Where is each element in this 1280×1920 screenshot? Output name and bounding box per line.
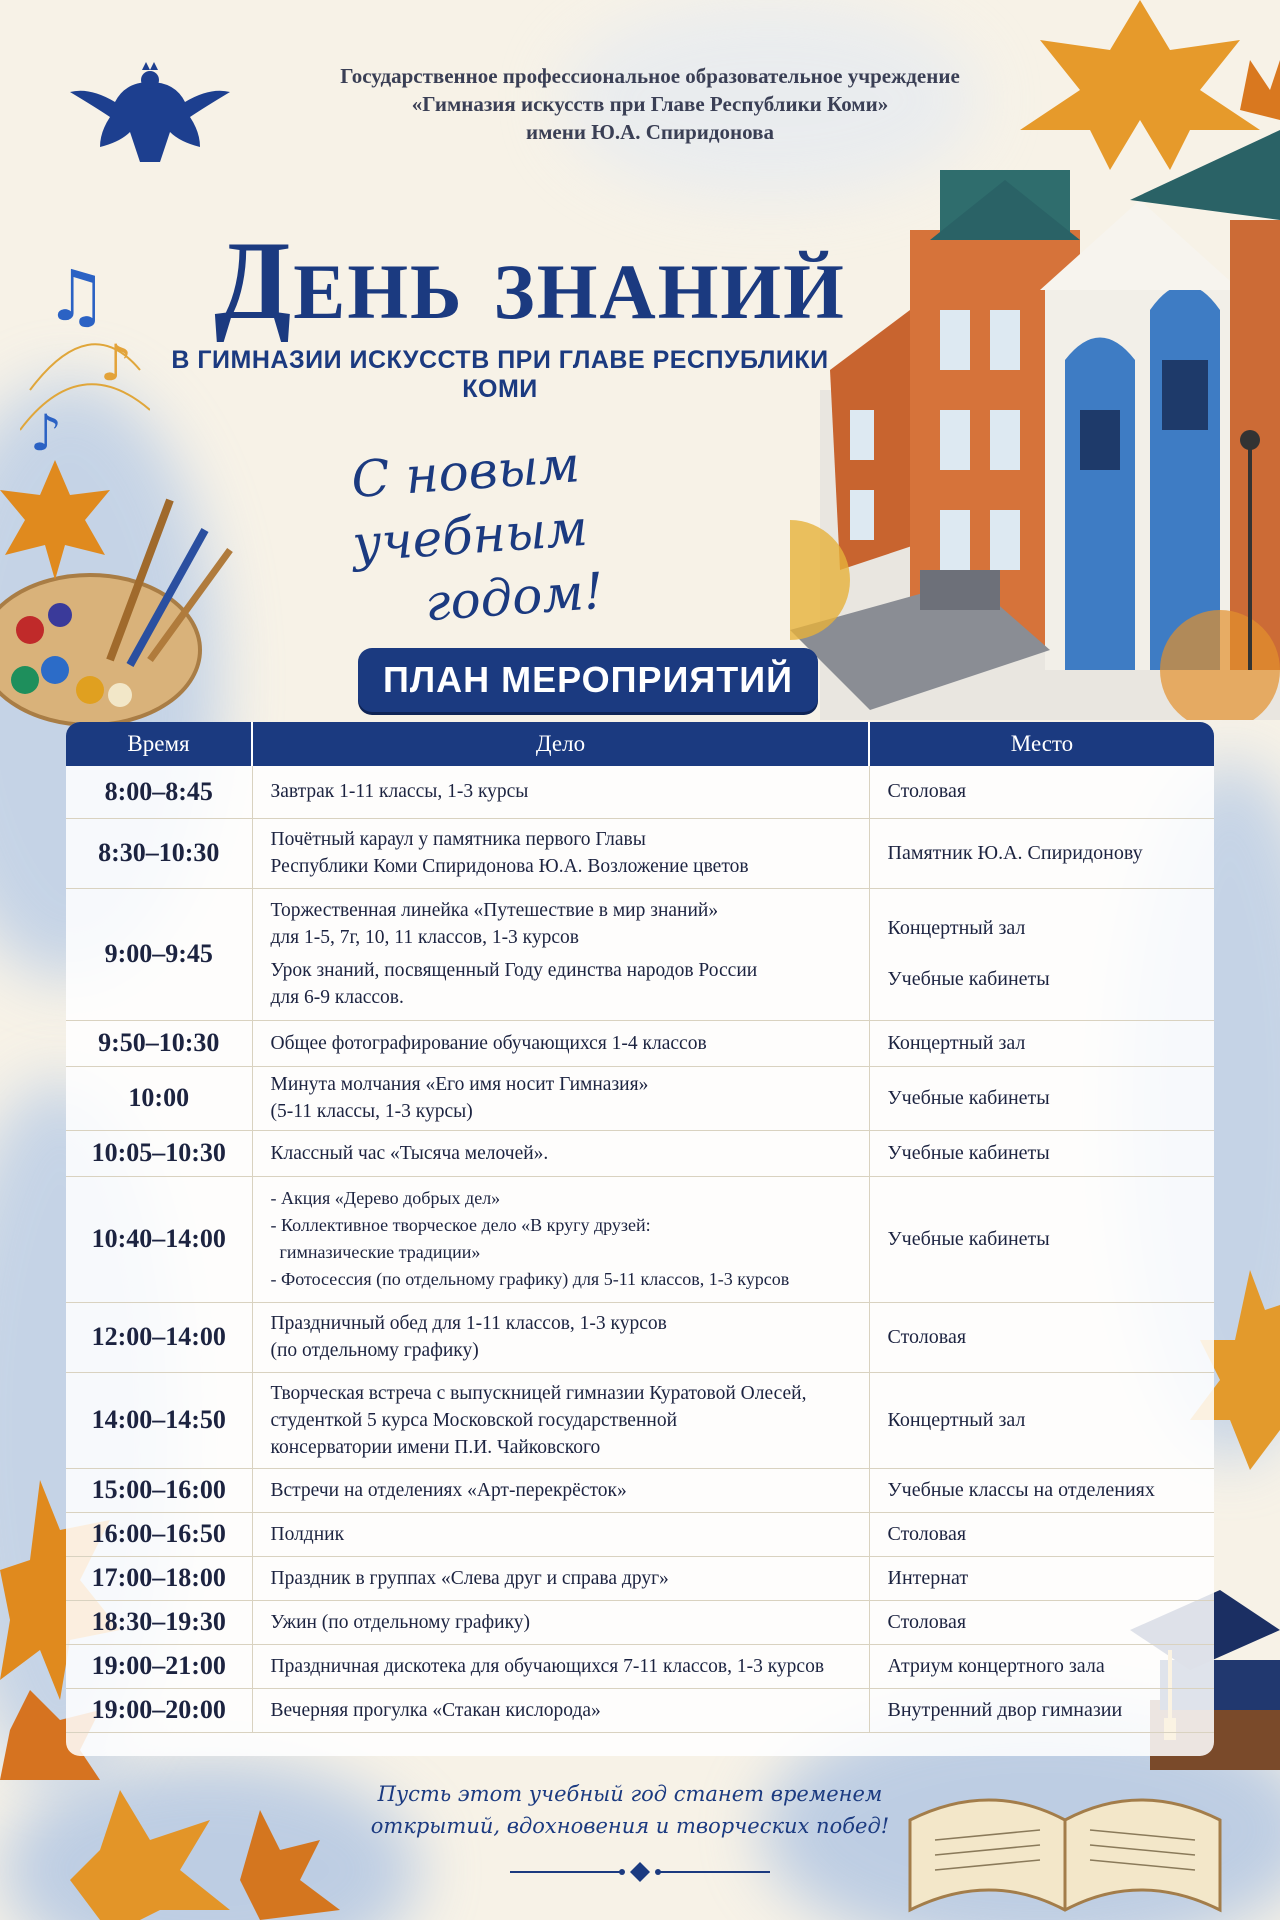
activity-cell (252, 888, 869, 1020)
place-cell (869, 1130, 1214, 1176)
svg-text:♪: ♪ (30, 404, 62, 462)
firebird-logo-icon (70, 62, 230, 172)
table-row (66, 1372, 1214, 1468)
table-row (66, 1302, 1214, 1372)
place-cell (869, 1372, 1214, 1468)
activity-line: студенткой 5 курса Московской государственной (270, 1409, 678, 1431)
column-header-time: Время (66, 722, 252, 766)
activity-line: Праздник в группах «Слева друг и справа друг» (270, 1567, 669, 1589)
activity-cell (252, 1066, 869, 1130)
activity-cell (252, 1176, 869, 1302)
place-line: Учебные классы на отделениях (887, 1478, 1155, 1501)
activity-line: Полдник (270, 1523, 345, 1545)
table-row (66, 1512, 1214, 1556)
activity-line: (по отдельному графику) (270, 1340, 479, 1361)
place-cell (869, 888, 1214, 1020)
activity-line: Праздничная дискотека для обучающихся 7-11 классов, 1-3 курсов (270, 1655, 825, 1677)
place-cell (869, 1688, 1214, 1732)
activity-line: консерватории имени П.И. Чайковского (270, 1436, 601, 1458)
header-line: «Гимназия искусств при Главе Республики Коми» (411, 92, 889, 116)
place-line: Столовая (887, 1325, 967, 1348)
time-cell: 14:00–14:50 (66, 1372, 252, 1468)
activity-line: Почётный караул у памятника первого Главы (270, 829, 646, 850)
place-line: Концертный зал (887, 1031, 1026, 1054)
activity-line: Республики Коми Спиридонова Ю.А. Возложение цветов (270, 856, 749, 877)
plan-title-banner: ПЛАН МЕРОПРИЯТИЙ (358, 648, 818, 712)
place-line: Столовая (887, 1522, 967, 1545)
autumn-leaf-icon (60, 1770, 340, 1920)
table-row (66, 1644, 1214, 1688)
time-cell: 18:30–19:30 (66, 1600, 252, 1644)
activity-cell (252, 1688, 869, 1732)
header-line: имени Ю.А. Спиридонова (526, 120, 774, 144)
place-cell (869, 1600, 1214, 1644)
page-title: День знаний (214, 219, 846, 343)
greeting-text (254, 426, 686, 647)
time-cell: 16:00–16:50 (66, 1512, 252, 1556)
activity-cell (252, 1556, 869, 1600)
schedule-body (66, 766, 1214, 1732)
institution-header (230, 62, 1070, 146)
table-row (66, 1688, 1214, 1732)
time-cell: 10:00 (66, 1066, 252, 1130)
place-line: Концертный зал (887, 917, 1026, 939)
greeting-line: годом! (423, 561, 606, 633)
place-line: Атриум концертного зала (887, 1654, 1105, 1677)
table-row (66, 1556, 1214, 1600)
activity-cell (252, 1468, 869, 1512)
time-cell: 9:00–9:45 (66, 888, 252, 1020)
table-row (66, 766, 1214, 818)
place-cell (869, 1020, 1214, 1066)
activity-line: Торжественная линейка «Путешествие в мир знаний» (270, 900, 719, 921)
table-row (66, 1066, 1214, 1130)
greeting-line: С новым учебным (349, 435, 590, 574)
place-line: Столовая (887, 1610, 967, 1633)
place-cell (869, 1512, 1214, 1556)
schedule-table (66, 722, 1214, 1733)
place-cell (869, 818, 1214, 888)
page-subtitle: В ГИМНАЗИИ ИСКУССТВ ПРИ ГЛАВЕ РЕСПУБЛИКИ КОМИ (171, 346, 829, 403)
activity-cell (252, 818, 869, 888)
place-line: Концертный зал (887, 1408, 1026, 1431)
place-cell (869, 1468, 1214, 1512)
place-cell (869, 1302, 1214, 1372)
activity-line: для 6-9 классов. (270, 987, 404, 1008)
activity-line: гимназические традиции» (270, 1242, 481, 1262)
schedule-table-container (66, 722, 1214, 1756)
activity-cell (252, 1512, 869, 1556)
place-line: Учебные кабинеты (887, 1086, 1050, 1109)
place-cell (869, 1176, 1214, 1302)
activity-line: (5-11 классы, 1-3 курсы) (270, 1101, 473, 1122)
place-line: Учебные кабинеты (887, 1227, 1050, 1250)
music-notes-icon (20, 230, 150, 480)
activity-line: Вечерняя прогулка «Стакан кислорода» (270, 1699, 601, 1721)
place-line: Учебные кабинеты (887, 968, 1050, 990)
time-cell: 9:50–10:30 (66, 1020, 252, 1066)
table-row (66, 818, 1214, 888)
activity-line: Классный час «Тысяча мелочей». (270, 1142, 549, 1164)
time-cell: 8:00–8:45 (66, 766, 252, 818)
autumn-leaf-icon (0, 460, 110, 580)
table-row (66, 1176, 1214, 1302)
activity-line: - Акция «Дерево добрых дел» (270, 1188, 501, 1208)
header-line: Государственное профессиональное образовательное учреждение (340, 64, 960, 88)
activity-line: для 1-5, 7г, 10, 11 классов, 1-3 курсов (270, 927, 579, 948)
svg-text:♫: ♫ (45, 255, 108, 337)
activity-line: Ужин (по отдельному графику) (270, 1611, 531, 1633)
place-cell (869, 1644, 1214, 1688)
activity-line: Праздничный обед для 1-11 классов, 1-3 курсов (270, 1313, 667, 1334)
place-line: Столовая (887, 780, 967, 803)
time-cell: 17:00–18:00 (66, 1556, 252, 1600)
place-line: Интернат (887, 1566, 969, 1589)
activity-line: Встречи на отделениях «Арт-перекрёсток» (270, 1479, 627, 1501)
place-cell (869, 766, 1214, 818)
closing-message (370, 1778, 890, 1842)
activity-line: - Коллективное творческое дело «В кругу друзей: (270, 1215, 651, 1235)
place-cell (869, 1556, 1214, 1600)
time-cell: 12:00–14:00 (66, 1302, 252, 1372)
place-line: Внутренний двор гимназии (887, 1698, 1123, 1721)
activity-cell (252, 1600, 869, 1644)
activity-cell (252, 1644, 869, 1688)
building-illustration-icon (790, 110, 1280, 720)
time-cell: 15:00–16:00 (66, 1468, 252, 1512)
activity-line: Творческая встреча с выпускницей гимназии Куратовой Олесей, (270, 1382, 807, 1404)
divider-ornament-icon (510, 1862, 770, 1882)
column-header-place: Место (869, 722, 1214, 766)
column-header-activity: Дело (252, 722, 869, 766)
activity-cell (252, 1372, 869, 1468)
table-row (66, 1130, 1214, 1176)
table-row (66, 1020, 1214, 1066)
closing-line: открытий, вдохновения и творческих побед! (370, 1814, 890, 1838)
time-cell: 19:00–20:00 (66, 1688, 252, 1732)
activity-line: - Фотосессия (по отдельному графику) для 5-11 классов, 1-3 курсов (270, 1269, 790, 1289)
place-spacer (888, 940, 1197, 968)
place-line: Памятник Ю.А. Спиридонову (887, 841, 1143, 864)
activity-cell (252, 1302, 869, 1372)
activity-line: Завтрак 1-11 классы, 1-3 курсы (270, 781, 529, 803)
time-cell: 19:00–21:00 (66, 1644, 252, 1688)
table-row (66, 1600, 1214, 1644)
svg-text:♪: ♪ (100, 334, 132, 392)
activity-cell (252, 1130, 869, 1176)
activity-line: Минута молчания «Его имя носит Гимназия» (270, 1074, 649, 1095)
place-cell (869, 1066, 1214, 1130)
table-row (66, 1468, 1214, 1512)
open-book-icon (900, 1760, 1230, 1920)
time-cell: 10:05–10:30 (66, 1130, 252, 1176)
time-cell: 10:40–14:00 (66, 1176, 252, 1302)
closing-line: Пусть этот учебный год станет временем (377, 1782, 883, 1806)
activity-cell (252, 1020, 869, 1066)
time-cell: 8:30–10:30 (66, 818, 252, 888)
place-line: Учебные кабинеты (887, 1141, 1050, 1164)
activity-line: Общее фотографирование обучающихся 1-4 классов (270, 1032, 707, 1054)
activity-line: Урок знаний, посвященный Году единства народов России (270, 960, 758, 981)
activity-cell (252, 766, 869, 818)
table-row (66, 888, 1214, 1020)
schedule-header-row (66, 722, 1214, 766)
